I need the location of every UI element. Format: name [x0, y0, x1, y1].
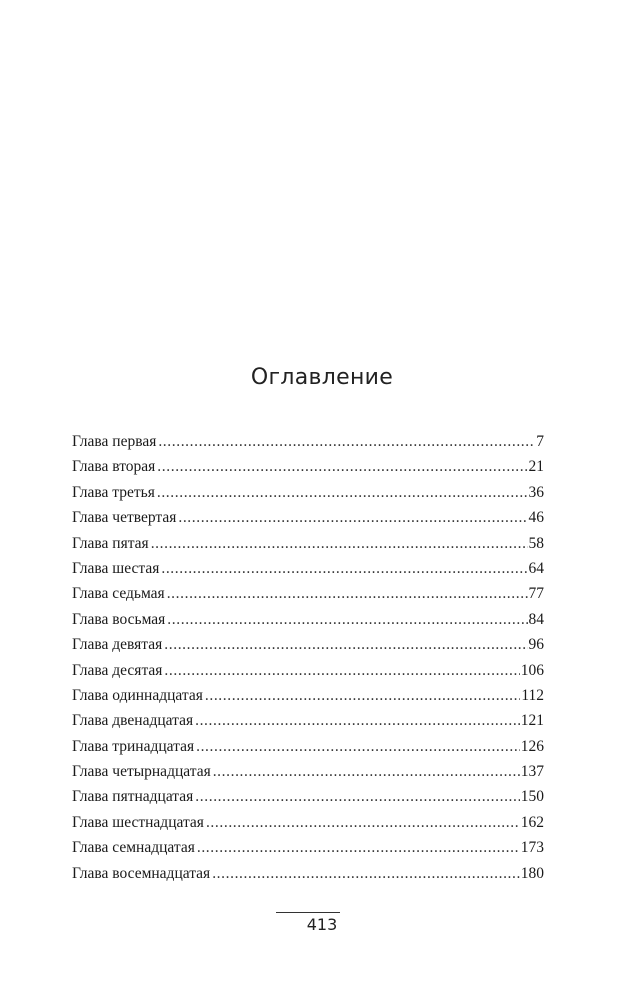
toc-dot-leader: [151, 531, 528, 556]
toc-entry-page: 84: [528, 610, 544, 628]
toc-entry-page: 137: [520, 763, 544, 781]
toc-entry[interactable]: [72, 683, 544, 708]
toc-entry[interactable]: [72, 480, 544, 505]
toc-entry-page: 162: [520, 813, 544, 831]
toc-entry[interactable]: [72, 784, 544, 809]
toc-entry-label: Глава вторая: [72, 458, 156, 476]
toc-dot-leader: [164, 632, 527, 657]
toc-entry-label: Глава третья: [72, 483, 155, 501]
toc-list: [72, 429, 544, 886]
toc-entry-page: 7: [536, 433, 544, 450]
toc-entry-label: Глава тринадцатая: [72, 737, 195, 755]
toc-entry[interactable]: [72, 581, 544, 606]
toc-entry[interactable]: [72, 429, 544, 454]
toc-dot-leader: [195, 708, 520, 733]
toc-entry-page: 112: [521, 686, 544, 704]
toc-dot-leader: [178, 505, 527, 530]
footer-divider: [276, 912, 340, 913]
toc-entry-label: Глава шестая: [72, 559, 160, 577]
toc-entry[interactable]: [72, 556, 544, 581]
toc-dot-leader: [164, 658, 519, 683]
toc-entry-page: 126: [520, 737, 544, 755]
toc-entry-page: 64: [528, 559, 544, 577]
toc-entry[interactable]: [72, 734, 544, 759]
toc-entry-label: Глава четырнадцатая: [72, 763, 211, 781]
toc-dot-leader: [161, 556, 527, 581]
toc-title: Оглавление: [250, 364, 394, 390]
toc-dot-leader: [157, 480, 528, 505]
toc-entry[interactable]: [72, 658, 544, 683]
toc-dot-leader: [197, 835, 520, 860]
toc-dot-leader: [158, 429, 535, 454]
toc-entry-page: 77: [528, 585, 544, 603]
toc-dot-leader: [196, 734, 520, 759]
toc-dot-leader: [195, 784, 519, 809]
toc-entry[interactable]: [72, 835, 544, 860]
toc-entry[interactable]: [72, 607, 544, 632]
toc-entry-label: Глава семнадцатая: [72, 839, 195, 857]
toc-entry-page: 36: [528, 483, 544, 501]
toc-entry[interactable]: [72, 531, 544, 556]
toc-entry-label: Глава пятнадцатая: [72, 788, 194, 806]
toc-entry-page: 173: [520, 839, 544, 857]
toc-entry-page: 46: [528, 509, 544, 527]
toc-entry-page: 150: [520, 788, 544, 806]
toc-entry-page: 121: [520, 712, 544, 730]
toc-entry[interactable]: [72, 505, 544, 530]
toc-entry-label: Глава одиннадцатая: [72, 686, 203, 704]
toc-dot-leader: [206, 810, 520, 835]
toc-entry-label: Глава седьмая: [72, 585, 165, 603]
toc-entry[interactable]: [72, 861, 544, 886]
page-number: 413: [306, 915, 338, 934]
toc-entry-label: Глава четвертая: [72, 509, 177, 527]
toc-entry[interactable]: [72, 632, 544, 657]
toc-entry-page: 96: [528, 636, 544, 654]
toc-entry-page: 21: [528, 458, 544, 476]
toc-entry-label: Глава десятая: [72, 661, 163, 679]
toc-entry-page: 58: [528, 534, 544, 552]
toc-dot-leader: [167, 581, 528, 606]
toc-entry-label: Глава первая: [72, 433, 157, 450]
toc-dot-leader: [213, 759, 520, 784]
toc-entry[interactable]: [72, 708, 544, 733]
toc-entry-label: Глава девятая: [72, 636, 163, 654]
toc-entry-label: Глава двенадцатая: [72, 712, 194, 730]
toc-entry-label: Глава пятая: [72, 534, 149, 552]
toc-entry[interactable]: [72, 454, 544, 479]
toc-entry[interactable]: [72, 759, 544, 784]
toc-entry-page: 180: [520, 864, 544, 882]
toc-entry-page: 106: [520, 661, 544, 679]
toc-entry-label: Глава шестнадцатая: [72, 813, 204, 831]
toc-entry-label: Глава восемнадцатая: [72, 864, 211, 882]
toc-dot-leader: [205, 683, 520, 708]
toc-dot-leader: [167, 607, 527, 632]
toc-dot-leader: [157, 454, 527, 479]
toc-entry-label: Глава восьмая: [72, 610, 166, 628]
toc-entry[interactable]: [72, 810, 544, 835]
toc-dot-leader: [212, 861, 520, 886]
